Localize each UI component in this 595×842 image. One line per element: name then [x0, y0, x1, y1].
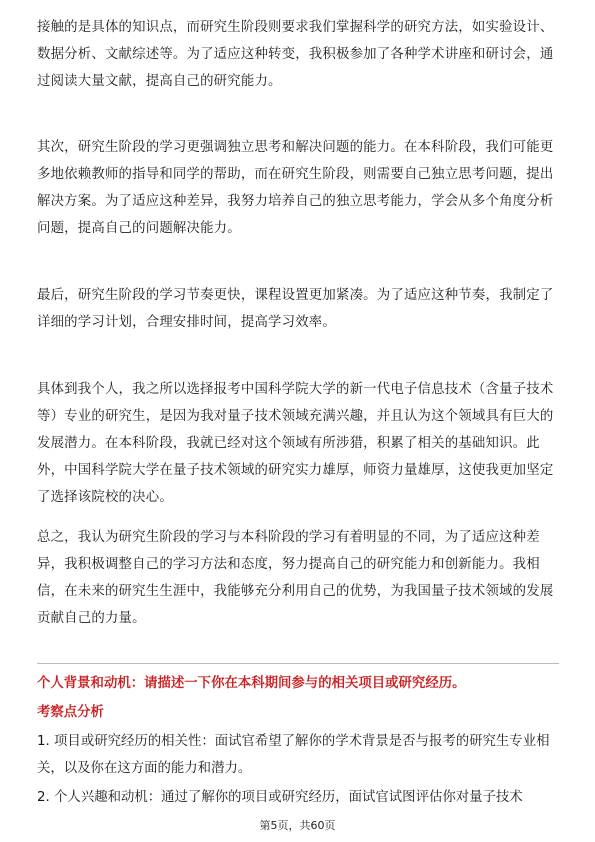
body-paragraph: 最后，研究生阶段的学习节奏更快，课程设置更加紧凑。为了适应这种节奏，我制定了详细的学习计划，合理安排时间，提高学习效率。	[37, 288, 554, 330]
section-divider	[37, 663, 559, 664]
analysis-point: 2. 个人兴趣和动机：通过了解你的项目或研究经历，面试官试图评估你对量子技术	[37, 790, 523, 805]
body-paragraph: 其次，研究生阶段的学习更强调独立思考和解决问题的能力。在本科阶段，我们可能更多地依赖教师的指导和同学的帮助，而在研究生阶段，则需要自己独立思考问题，提出解决方案。为了适应这种差异，我努力培养自己的独立思考能力，学会从多个角度分析问题，提高自己的问题解决能力。	[37, 140, 554, 236]
body-paragraph: 具体到我个人，我之所以选择报考中国科学院大学的新一代电子信息技术（含量子技术等）专业的研究生，是因为我对量子技术领域充满兴趣，并且认为这个领域具有巨大的发展潜力。在本科阶段，我就已经对这个领域有所涉猎，积累了相关的基础知识。此外，中国科学院大学在量子技术领域的研究实力雄厚，师资力量雄厚，这使我更加坚定了选择该院校的决心。	[37, 382, 554, 505]
analysis-point: 1. 项目或研究经历的相关性：面试官希望了解你的学术背景是否与报考的研究生专业相关，以及你在这方面的能力和潜力。	[37, 734, 550, 776]
analysis-title: 考察点分析	[37, 705, 104, 720]
body-paragraph: 接触的是具体的知识点，而研究生阶段则要求我们掌握科学的研究方法，如实验设计、数据分析、文献综述等。为了适应这种转变，我积极参加了各种学术讲座和研讨会，通过阅读大量文献，提高自己的研究能力。	[37, 20, 554, 89]
body-paragraph: 总之，我认为研究生阶段的学习与本科阶段的学习有着明显的不同，为了适应这种差异，我积极调整自己的学习方法和态度，努力提高自己的研究能力和创新能力。我相信，在未来的研究生生涯中，我能够充分利用自己的优势，为我国量子技术领域的发展贡献自己的力量。	[37, 530, 554, 626]
question-heading: 个人背景和动机：请描述一下你在本科期间参与的相关项目或研究经历。	[37, 676, 466, 691]
page-number: 第5页，共60页	[259, 819, 336, 832]
